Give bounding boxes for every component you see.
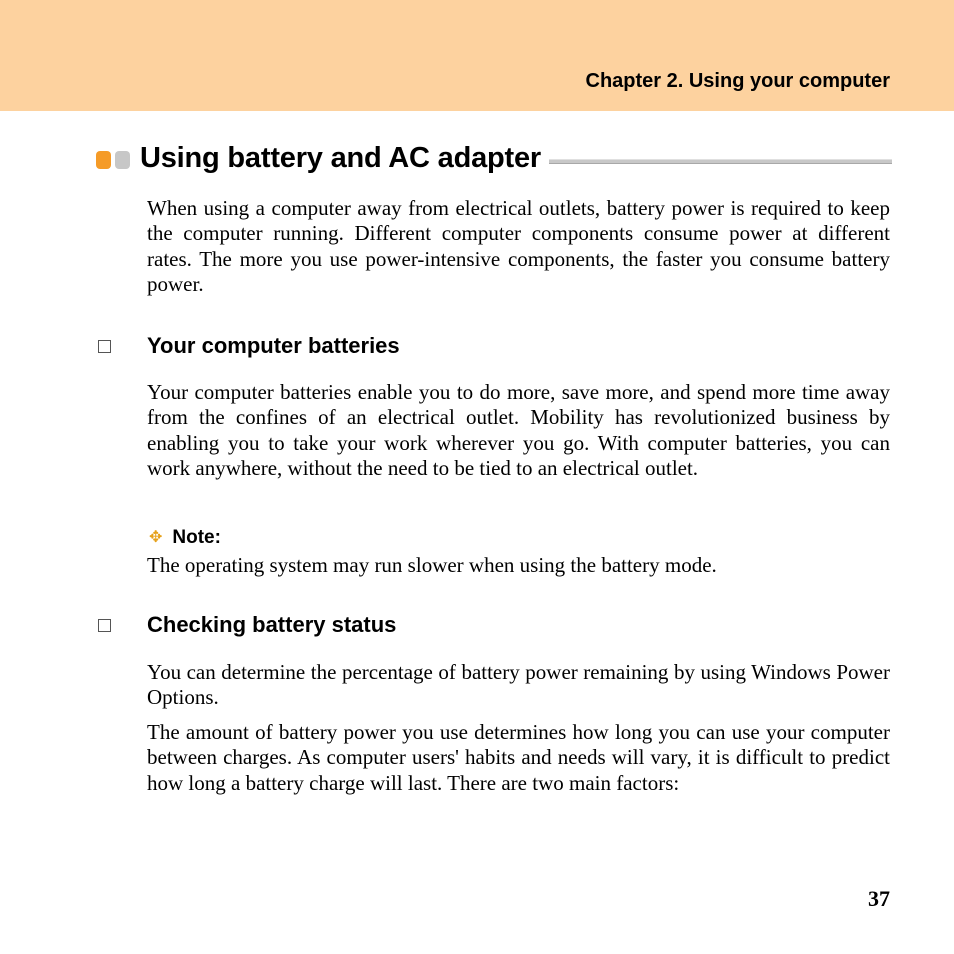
square-bullet-icon bbox=[98, 340, 111, 353]
heading-rule bbox=[549, 159, 892, 164]
orange-dot-icon bbox=[96, 151, 111, 169]
subsection-heading-status bbox=[96, 612, 396, 638]
chapter-title: Chapter 2. Using your computer bbox=[585, 70, 890, 92]
diamond-star-icon: ✥ bbox=[149, 529, 163, 546]
gray-dot-icon bbox=[115, 151, 130, 169]
subsection-title: Checking battery status bbox=[147, 612, 397, 637]
note-text: The operating system may run slower when using the battery mode. bbox=[147, 553, 717, 577]
status-paragraph-2: The amount of battery power you use determines how long you can use your computer between charges. As computer users' habits and needs will vary, it is difficult to predict how long a battery charge will last. There are two main factors: bbox=[147, 720, 890, 795]
subsection-title: Your computer batteries bbox=[147, 333, 400, 358]
section-title: Using battery and AC adapter bbox=[140, 141, 542, 174]
note-label: Note: bbox=[172, 527, 221, 548]
two-dot-bullet-icon bbox=[96, 151, 130, 169]
square-bullet-icon bbox=[98, 619, 111, 632]
status-paragraph-1: You can determine the percentage of battery power remaining by using Windows Power Options. bbox=[147, 660, 890, 710]
page-number: 37 bbox=[868, 886, 890, 911]
intro-paragraph: When using a computer away from electrical outlets, battery power is required to keep the computer running. Different computer components consume power at different rates. The more you use power-intensive components, the faster you consume battery power. bbox=[147, 196, 890, 296]
batteries-paragraph: Your computer batteries enable you to do more, save more, and spend more time away from the confines of an electrical outlet. Mobility has revolutionized business by enabling you to take your work wherever you go. With computer batteries, you can work anywhere, without the need to be tied to an electrical outlet. bbox=[147, 380, 890, 480]
subsection-heading-batteries bbox=[96, 333, 400, 359]
note-heading bbox=[149, 527, 221, 549]
section-heading bbox=[96, 138, 892, 178]
header-band bbox=[0, 0, 954, 111]
